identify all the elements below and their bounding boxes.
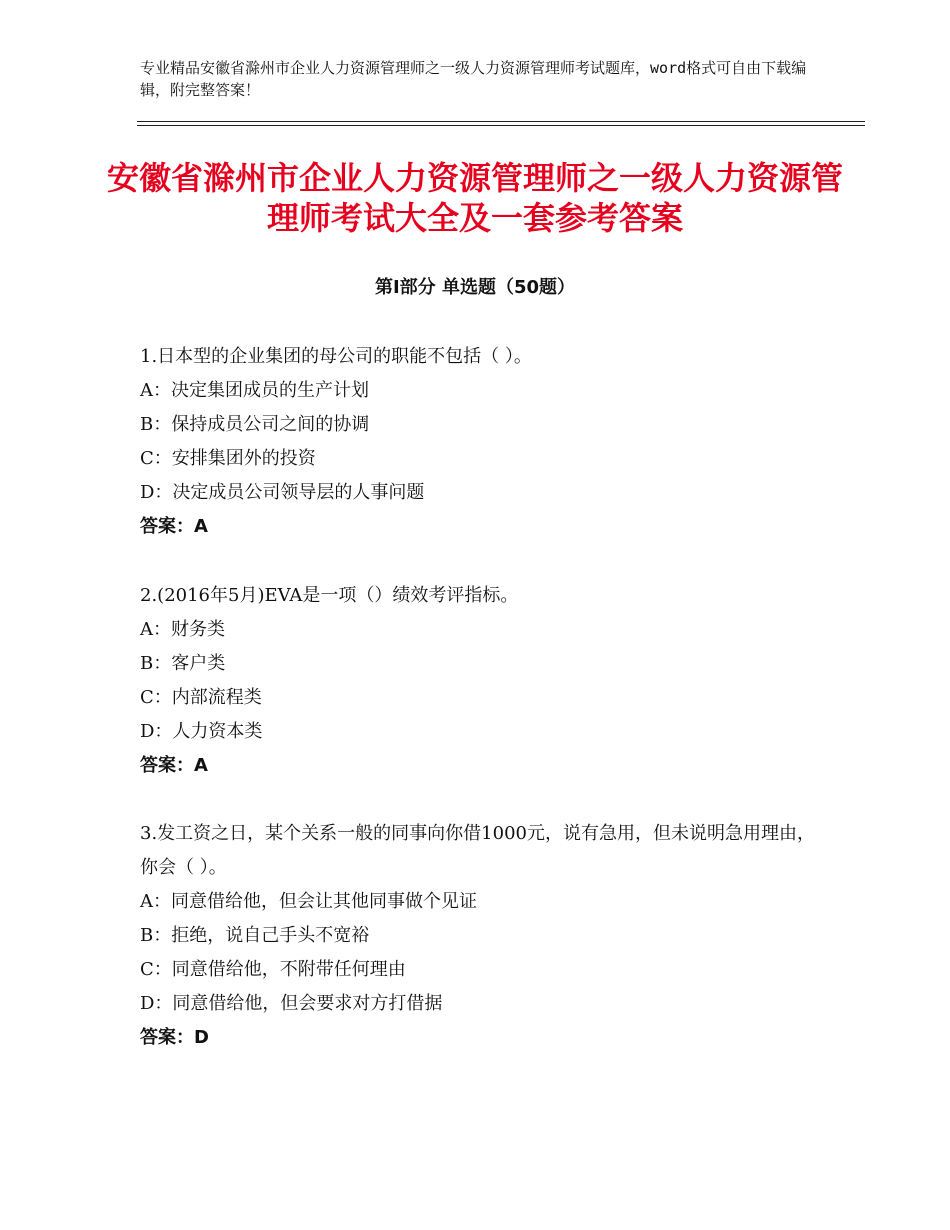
document-title: 安徽省滁州市企业人力资源管理师之一级人力资源管理师考试大全及一套参考答案: [106, 159, 843, 237]
option-c: C：内部流程类: [140, 687, 262, 708]
option-a: A：同意借给他，但会让其他同事做个见证: [140, 891, 477, 912]
answer-label: 答案：D: [140, 1027, 209, 1048]
question-block: [140, 579, 820, 783]
header-divider-bottom: [137, 125, 865, 126]
option-d: D：人力资本类: [140, 721, 263, 742]
option-b: B：拒绝，说自己手头不宽裕: [140, 925, 370, 946]
question-stem: 2.(2016年5月)EVA是一项（）绩效考评指标。: [140, 585, 519, 606]
option-c: C：安排集团外的投资: [140, 448, 316, 469]
question-stem: 3.发工资之日，某个关系一般的同事向你借1000元，说有急用，但未说明急用理由，你会（ ）。: [140, 823, 815, 878]
option-d: D：决定成员公司领导层的人事问题: [140, 482, 425, 503]
option-a: A：财务类: [140, 619, 225, 640]
header-divider-top: [137, 121, 865, 122]
option-d: D：同意借给他，但会要求对方打借据: [140, 993, 443, 1014]
question-block: [140, 817, 820, 1055]
answer-label: 答案：A: [140, 516, 208, 537]
answer-label: 答案：A: [140, 755, 208, 776]
section-title: 第Ⅰ部分 单选题（50题）: [374, 277, 575, 298]
question-block: [140, 340, 820, 544]
option-b: B：保持成员公司之间的协调: [140, 414, 370, 435]
option-c: C：同意借给他，不附带任何理由: [140, 959, 406, 980]
option-a: A：决定集团成员的生产计划: [140, 380, 369, 401]
question-stem: 1.日本型的企业集团的母公司的职能不包括（ ）。: [140, 346, 532, 367]
header-note: 专业精品安徽省滁州市企业人力资源管理师之一级人力资源管理师考试题库，word格式可自由下载编辑，附完整答案！: [140, 59, 807, 99]
option-b: B：客户类: [140, 653, 226, 674]
